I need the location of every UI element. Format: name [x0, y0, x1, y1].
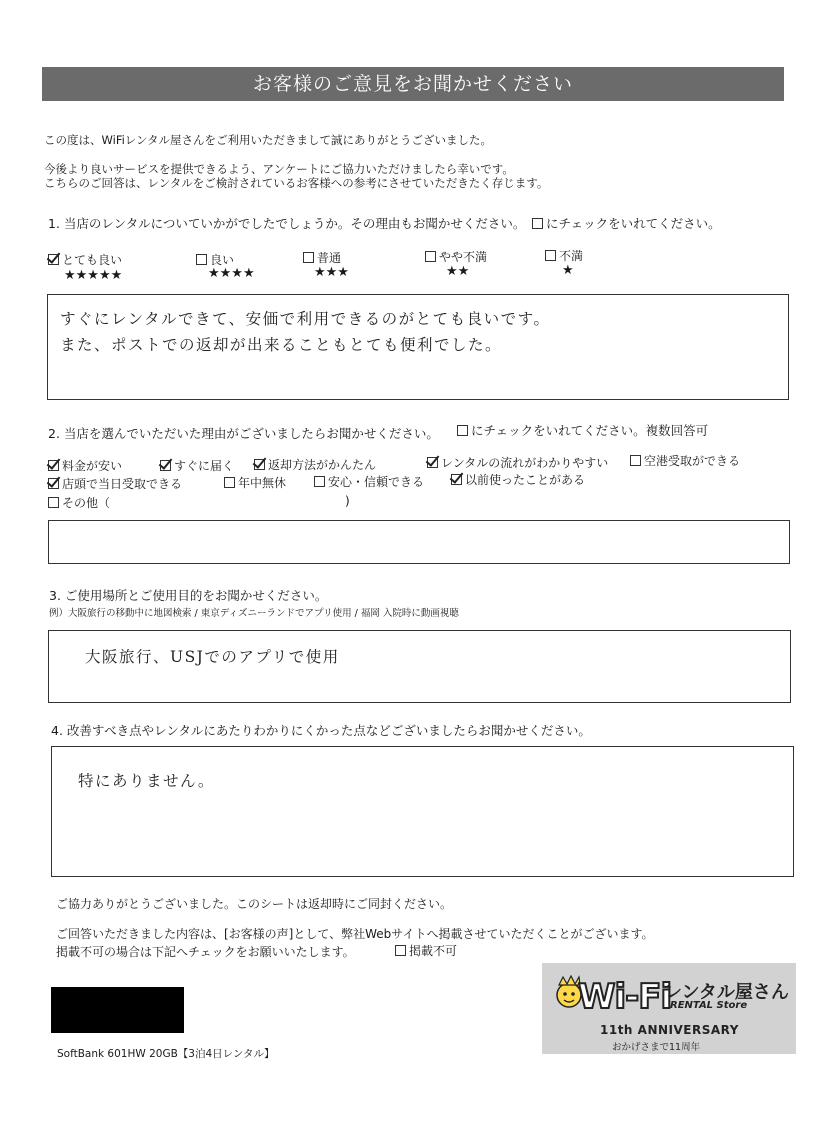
q2-option-airport-pickup[interactable]: 空港受取ができる: [630, 453, 740, 469]
intro-line-2: 今後より良いサービスを提供できるよう、アンケートにご協力いただけましたら幸いです。: [44, 162, 514, 176]
q2-option-trustworthy[interactable]: 安心・信頼できる: [314, 474, 424, 490]
thanks-note: ご協力ありがとうございました。このシートは返却時にご同封ください。: [56, 897, 453, 911]
q1-option-dissatisfied[interactable]: 不満: [545, 248, 583, 264]
q2-option-clear-flow[interactable]: レンタルの流れがわかりやすい: [427, 455, 608, 471]
logo-japanese-text: レンタル屋さん: [664, 982, 789, 1003]
checkbox-icon: [457, 425, 468, 436]
question-3: 3. ご使用場所とご使用目的をお聞かせください。: [49, 588, 328, 603]
q1-answer-line-1: すぐにレンタルできて、安価で利用できるのがとても良いです。: [60, 310, 551, 328]
publish-optout-checkbox[interactable]: 掲載不可: [395, 943, 457, 959]
logo-anniversary-text: 11th ANNIVERSARY: [600, 1023, 739, 1037]
logo-wifi-text: Wi-Fi: [578, 977, 672, 1017]
question-1-instruction: にチェックをいれてください。: [532, 214, 721, 232]
q2-option-cheap[interactable]: 料金が安い: [48, 458, 122, 474]
q1-answer-line-2: また、ポストでの返却が出来ることもとても便利でした。: [60, 336, 503, 354]
q1-stars-2: ★★: [446, 264, 470, 279]
q3-answer: 大阪旅行、USJでのアプリで使用: [85, 648, 340, 666]
q2-option-same-day-store[interactable]: 店頭で当日受取できる: [48, 476, 182, 492]
q1-option-good[interactable]: 良い: [196, 252, 234, 268]
q2-other-answer-box[interactable]: [48, 520, 790, 564]
checkbox-icon[interactable]: [425, 251, 436, 262]
checkbox-icon[interactable]: [196, 254, 207, 265]
intro-line-3: こちらのご回答は、レンタルをご検討されているお客様への参考にさせていただきたく存じます。: [44, 176, 549, 190]
q2-other-close-paren: ): [345, 494, 350, 508]
logo-subtitle-text: おかげさまで11周年: [612, 1042, 701, 1053]
company-logo: [542, 963, 796, 1054]
checkbox-checked-icon[interactable]: [48, 478, 59, 489]
q1-option-very-good[interactable]: とても良い: [48, 252, 122, 268]
redacted-block: [51, 987, 184, 1033]
checkbox-icon[interactable]: [314, 476, 325, 487]
q2-option-fast-delivery[interactable]: すぐに届く: [160, 458, 234, 474]
q1-stars-1: ★: [562, 263, 574, 278]
q3-example: 例）大阪旅行の移動中に地図検索 / 東京ディズニーランドでアプリ使用 / 福岡 入院時に動画視聴: [49, 608, 459, 619]
q1-stars-5: ★★★★★: [64, 268, 123, 283]
checkbox-checked-icon[interactable]: [48, 254, 59, 265]
logo-english-text: RENTAL Store: [670, 1000, 748, 1011]
checkbox-checked-icon[interactable]: [451, 474, 462, 485]
q3-answer-box[interactable]: [48, 630, 791, 703]
q4-answer-box[interactable]: [51, 746, 794, 877]
publish-note: ご回答いただきました内容は、[お客様の声]として、弊社Webサイトへ掲載させていただくことがございます。: [56, 927, 654, 941]
q1-stars-4: ★★★★: [208, 266, 255, 281]
checkbox-checked-icon[interactable]: [48, 460, 59, 471]
q1-stars-3: ★★★: [314, 265, 349, 280]
q1-answer-box[interactable]: [47, 294, 789, 400]
question-1: 1. 当店のレンタルについていかがでしたでしょうか。その理由もお聞かせください。: [48, 216, 526, 231]
checkbox-icon: [532, 218, 543, 229]
checkbox-icon[interactable]: [48, 497, 59, 508]
checkbox-checked-icon[interactable]: [254, 459, 265, 470]
checkbox-icon[interactable]: [224, 477, 235, 488]
q2-option-open-all-year[interactable]: 年中無休: [224, 475, 286, 491]
checkbox-checked-icon[interactable]: [427, 457, 438, 468]
device-note: SoftBank 601HW 20GB【3泊4日レンタル】: [57, 1048, 275, 1060]
checkbox-checked-icon[interactable]: [160, 460, 171, 471]
page-title: お客様のご意見をお聞かせください: [42, 67, 784, 101]
q1-option-normal[interactable]: 普通: [303, 250, 341, 266]
question-4: 4. 改善すべき点やレンタルにあたりわかりにくかった点などございましたらお聞かせください。: [51, 723, 591, 738]
intro-line-1: この度は、WiFiレンタル屋さんをご利用いただきまして誠にありがとうございました。: [44, 133, 493, 147]
checkbox-icon[interactable]: [630, 455, 641, 466]
publish-optout-note: 掲載不可の場合は下記へチェックをお願いいたします。: [56, 945, 355, 959]
question-2-instruction: にチェックをいれてください。複数回答可: [457, 421, 708, 439]
checkbox-icon[interactable]: [395, 945, 406, 956]
q2-option-other[interactable]: その他（: [48, 495, 110, 511]
q2-option-easy-return[interactable]: 返却方法がかんたん: [254, 457, 376, 473]
checkbox-icon[interactable]: [545, 250, 556, 261]
q2-option-used-before[interactable]: 以前使ったことがある: [451, 472, 585, 488]
question-2: 2. 当店を選んでいただいた理由がございましたらお聞かせください。: [48, 426, 439, 441]
q1-option-somewhat-dissatisfied[interactable]: やや不満: [425, 249, 487, 265]
q4-answer: 特にありません。: [78, 772, 215, 790]
checkbox-icon[interactable]: [303, 252, 314, 263]
